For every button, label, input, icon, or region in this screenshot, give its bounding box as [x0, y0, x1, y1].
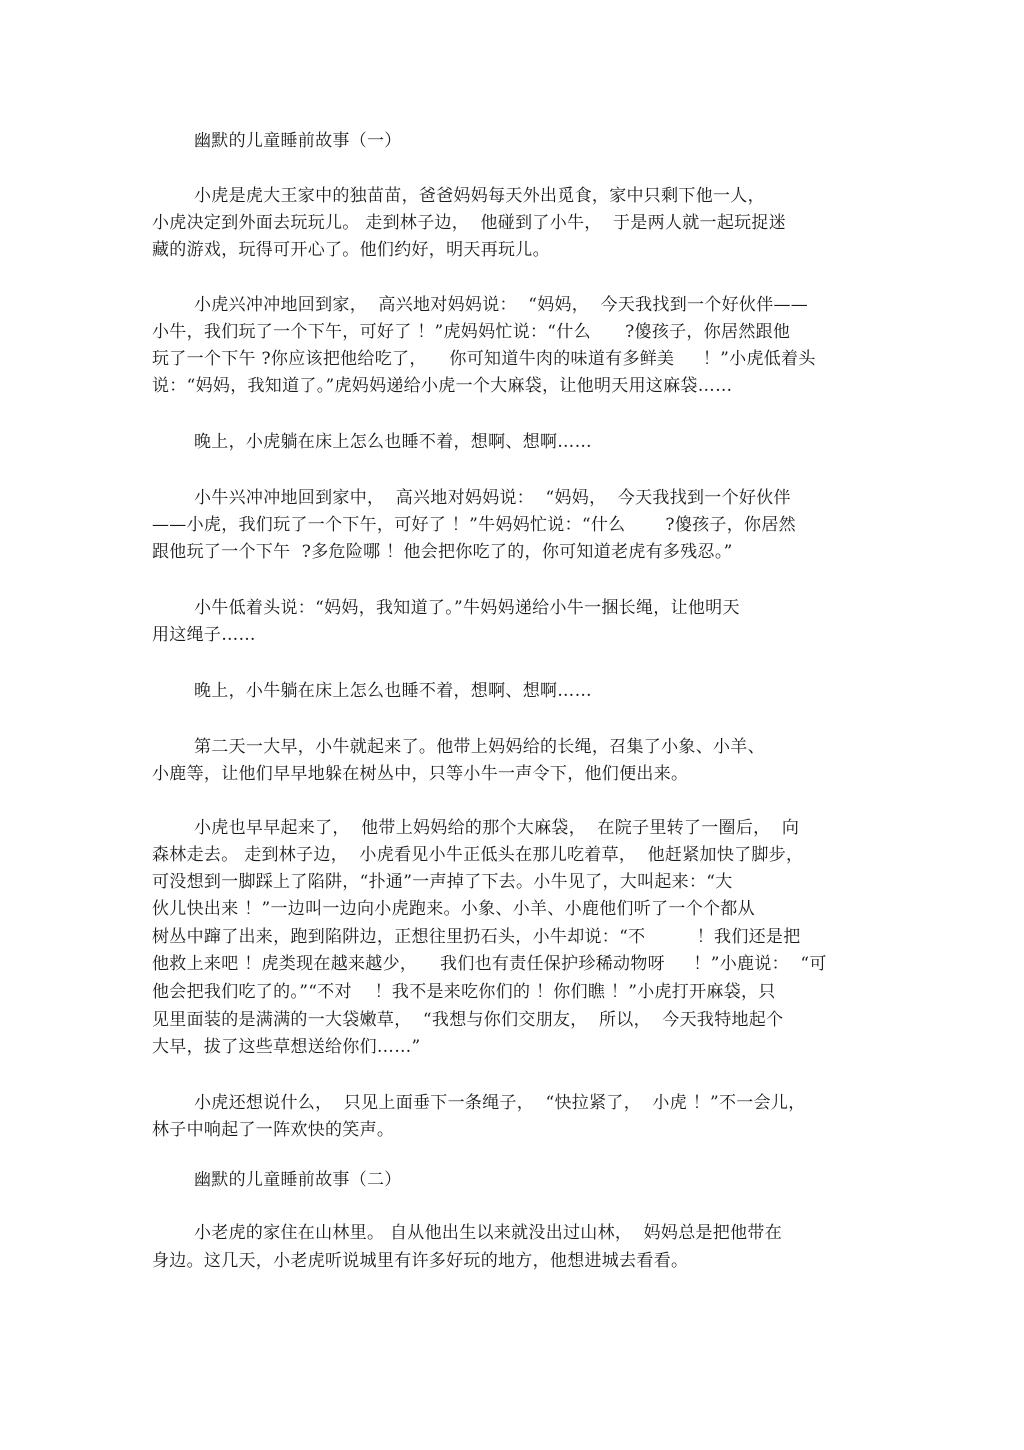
text-line: 晚上，小牛躺在床上怎么也睡不着，想啊、想啊…… [194, 681, 592, 701]
text-line: 小牛，我们玩了一个下午，可好了 ！”虎妈妈忙说：“什么 ?傻孩子，你居然跟他 [152, 322, 791, 342]
text-line: 大早，拔了这些草想送给你们……” [152, 1037, 421, 1057]
text-line: ——小虎，我们玩了一个下午，可好了 ！”牛妈妈忙说：“什么 ?傻孩子，你居然 [152, 515, 796, 535]
text-line: 说：“妈妈，我知道了。”虎妈妈递给小虎一个大麻袋，让他明天用这麻袋…… [152, 376, 733, 396]
text-line: 用这绳子…… [152, 625, 256, 645]
text-line: 可没想到一脚踩上了陷阱，“扑通”一声掉了下去。小牛见了，大叫起来：“大 [152, 872, 733, 892]
text-line: 树丛中蹿了出来，跑到陷阱边，正想往里扔石头，小牛却说：“不 ！我们还是把 [152, 927, 801, 947]
text-line: 小老虎的家住在山林里。 自从他出生以来就没出过山林， 妈妈总是把他带在 [194, 1223, 783, 1243]
text-line: 小虎决定到外面去玩玩儿。 走到林子边， 他碰到了小牛， 于是两人就一起玩捉迷 [152, 213, 787, 233]
text-line: 小虎还想说什么， 只见上面垂下一条绳子， “快拉紧了， 小虎 ！”不一会儿， [194, 1093, 806, 1113]
text-line: 他救上来吧 ！虎类现在越来越少， 我们也有责任保护珍稀动物呀 ！”小鹿说： “可 [152, 954, 827, 974]
section-title-2: 幽默的儿童睡前故事（二） [194, 1170, 402, 1190]
text-line: 小鹿等，让他们早早地躲在树丛中，只等小牛一声令下，他们便出来。 [152, 764, 689, 784]
text-line: 森林走去。 走到林子边， 小虎看见小牛正低头在那儿吃着草， 他赶紧加快了脚步， [152, 845, 804, 865]
text-line: 小牛低着头说：“妈妈，我知道了。”牛妈妈递给小牛一捆长绳，让他明天 [194, 598, 740, 618]
section-title-1: 幽默的儿童睡前故事（一） [194, 131, 402, 151]
text-line: 晚上，小虎躺在床上怎么也睡不着，想啊、想啊…… [194, 432, 592, 452]
text-line: 跟他玩了一个下午 ?多危险哪 ！他会把你吃了的，你可知道老虎有多残忍。” [152, 542, 733, 562]
text-line: 见里面装的是满满的一大袋嫩草， “我想与你们交朋友， 所以， 今天我特地起个 [152, 1010, 784, 1030]
text-line: 藏的游戏，玩得可开心了。他们约好，明天再玩儿。 [152, 240, 550, 260]
text-line: 他会把我们吃了的。”“不对 ！我不是来吃你们的 ！你们瞧 ！”小虎打开麻袋，只 [152, 982, 776, 1002]
text-line: 小虎也早早起来了， 他带上妈妈给的那个大麻袋， 在院子里转了一圈后， 向 [194, 818, 800, 838]
text-line: 玩了一个下午 ?你应该把他给吃了， 你可知道牛肉的味道有多鲜美 ！”小虎低着头 [152, 349, 816, 369]
text-line: 小虎兴冲冲地回到家， 高兴地对妈妈说： “妈妈， 今天我找到一个好伙伴—— [194, 295, 809, 315]
text-line: 第二天一大早，小牛就起来了。他带上妈妈给的长绳，召集了小象、小羊、 [194, 737, 765, 757]
text-line: 身边。这几天，小老虎听说城里有许多好玩的地方，他想进城去看看。 [152, 1251, 689, 1271]
text-line: 小虎是虎大王家中的独苗苗，爸爸妈妈每天外出觅食，家中只剩下他一人， [194, 186, 765, 206]
text-line: 林子中响起了一阵欢快的笑声。 [152, 1120, 395, 1140]
text-line: 小牛兴冲冲地回到家中， 高兴地对妈妈说： “妈妈， 今天我找到一个好伙伴 [194, 488, 791, 508]
text-line: 伙儿快出来 ！”一边叫一边向小虎跑来。小象、小羊、小鹿他们听了一个个都从 [152, 899, 755, 919]
